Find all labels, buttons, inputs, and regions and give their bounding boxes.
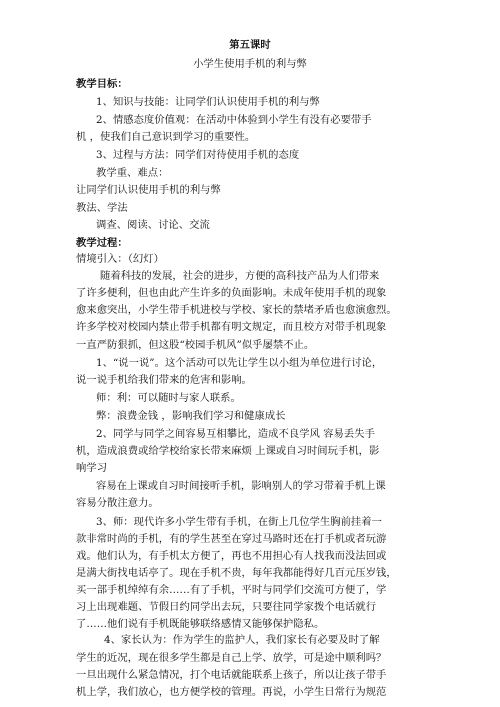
text-line: 响学习 [76,461,108,474]
text-line: 师：利：可以随时与家人联系。 [96,391,241,404]
text-line: 愈来愈突出，小学生带手机进校与学校、家长的禁堵矛盾也愈演愈烈。 [76,304,397,317]
text-line: 戏。他们认为，有手机太方便了，再也不用担心有人找我而没法回或 [76,549,387,562]
text-line: 1、知识与技能：让同学们认识使用手机的利与弊 [96,95,320,108]
text-line: 2、同学与同学之间容易互相攀比，造成不良学风 容易丢失手 [96,427,375,440]
text-line: 教学重、难点： [96,166,169,179]
text-line: 一直严防狠抓，但这股“校园手机风”似乎屡禁不止。 [76,338,315,351]
text-line: 说一说手机给我们带来的危害和影响。 [76,373,252,386]
text-line: 容易分散注意力。 [76,496,159,509]
text-line: 2、情感态度价值观：在活动中体验到小学生有没有必要带手 [96,113,372,126]
text-line: 了许多便利，但也由此产生许多的负面影响。未成年使用手机的现象 [76,287,387,300]
lesson-number: 第五课时 [229,39,271,51]
text-line: 买一部手机绰绰有余……有了手机，平时与同学们交流可方便了，学 [76,584,387,597]
text-line: 机上学，我们放心，也方便学校的管理。再说，小学生日常行为规范 [76,685,387,698]
text-line: 让同学们认识使用手机的利与弊 [76,183,221,196]
text-line: 教法、学法 [76,201,128,214]
text-line: 款非常时尚的手机，有的学生甚至在穿过马路时还在打手机或者玩游 [76,532,387,545]
text-line: 1、“说一说”。这个活动可以先让学生以小组为单位进行讨论， [96,356,383,369]
text-line: 一旦出现什么紧急情况，打个电话就能联系上孩子，所以让孩子带手 [76,668,387,681]
lesson-title: 小学生使用手机的利与弊 [193,57,307,70]
text-line: 调查、阅读、讨论、交流 [96,218,210,231]
text-line: 机 ，使我们自己意识到学习的重要性。 [76,130,256,143]
text-line: 容易在上课或自习时间接听手机，影响别人的学习带着手机上课 [96,479,386,492]
text-line: 随着科技的发展，社会的进步，方便的高科技产品为人们带来 [100,270,380,283]
text-line: 3、过程与方法：同学们对待使用手机的态度 [96,148,300,161]
section-heading-process: 教学过程： [76,236,128,249]
text-line: 机，造成浪费或给学校给家长带来麻烦 上课或自习时间玩手机，影 [76,444,380,457]
text-line: 了……他们说有手机既能够联络感情又能够保护隐私。 [76,618,325,631]
text-line: 3、师：现代许多小学生带有手机，在街上几位学生胸前挂着一 [96,515,382,528]
text-line: 情境引入：（幻灯） [76,253,164,266]
text-line: 许多学校对校园内禁止带手机都有明文规定，而且校方对带手机现象 [76,321,387,334]
section-heading-objectives: 教学目标： [76,77,128,90]
text-line: 弊：浪费金钱 ，影响我们学习和健康成长 [96,409,286,422]
text-line: 习上出现难题、节假日约同学出去玩，只要往同学家拨个电话就行 [76,601,377,614]
text-line: 4、家长认为：作为学生的监护人，我们家长有必要及时了解 [104,634,380,647]
text-line: 是满大街找电话亭了。现在手机不贵，每年我都能得好几百元压岁钱， [76,567,397,579]
text-line: 学生的近况，现在很多学生都是自己上学、放学，可是途中顺利吗？ [76,651,387,664]
